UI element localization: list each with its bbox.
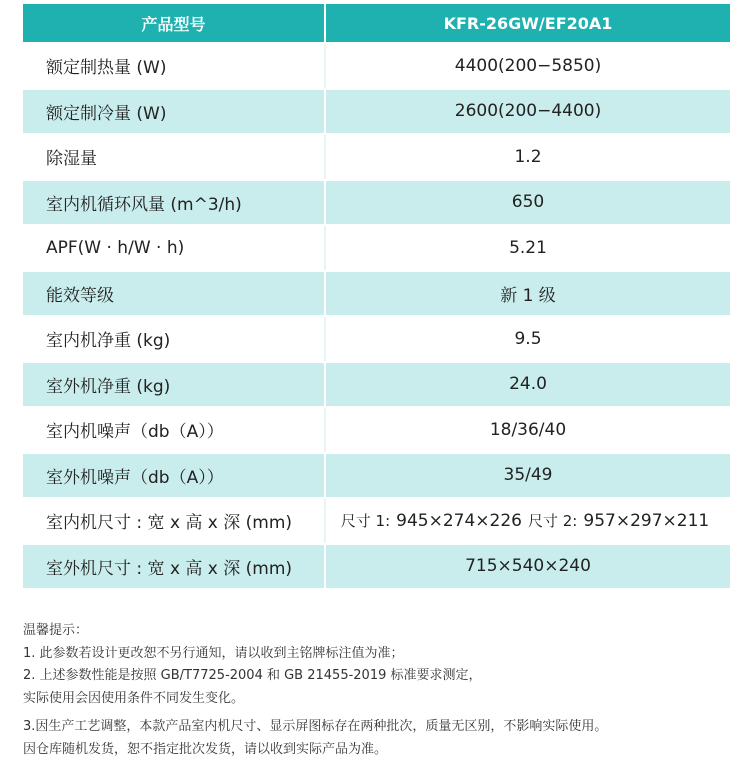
row-label: 室内机尺寸 : 宽 x 高 x 深 (mm) bbox=[23, 499, 326, 543]
table-row bbox=[23, 545, 730, 591]
size1-value: 945×274×226 bbox=[396, 510, 522, 531]
note-line: 1. 此参数若设计更改恕不另行通知，请以收到主铭牌标注值为准； bbox=[23, 645, 404, 661]
note-line: 实际使用会因使用条件不同发生变化。 bbox=[23, 690, 245, 706]
table-row bbox=[23, 135, 730, 181]
note-line: 2. 上述参数性能是按照 GB/T7725-2004 和 GB 21455-2019 标准要求测定， bbox=[23, 668, 482, 683]
row-value: 1.2 bbox=[514, 146, 542, 167]
row-value: 24.0 bbox=[509, 374, 547, 395]
row-label: 室外机尺寸 : 宽 x 高 x 深 (mm) bbox=[23, 545, 326, 589]
note-line: 因仓库随机发货，恕不指定批次发货，请以收到实际产品为准。 bbox=[23, 741, 388, 757]
table-row bbox=[23, 272, 730, 318]
indoor-size-value bbox=[326, 499, 730, 543]
table-row bbox=[23, 363, 730, 409]
size2-value: 957×297×211 bbox=[583, 510, 710, 531]
size2-prefix: 尺寸 2: bbox=[528, 512, 578, 531]
size1-prefix: 尺寸 1: bbox=[340, 512, 391, 531]
row-label: 能效等级 bbox=[23, 272, 326, 316]
table-row bbox=[23, 181, 730, 227]
row-value: 35/49 bbox=[503, 465, 553, 486]
row-label: 室外机噪声（db（A）） bbox=[23, 454, 326, 498]
notes bbox=[23, 620, 733, 761]
row-value: 715×540×240 bbox=[465, 556, 591, 577]
table-header bbox=[23, 4, 730, 44]
row-value: 4400(200−5850) bbox=[454, 55, 602, 76]
note-line: 3.因生产工艺调整，本款产品室内机尺寸、显示屏图标存在两种批次，质量无区别，不影响实际使用。 bbox=[23, 719, 608, 734]
table-row bbox=[23, 90, 730, 136]
row-value: 9.5 bbox=[514, 328, 542, 349]
row-label: 除湿量 bbox=[23, 135, 326, 179]
row-value: 5.21 bbox=[509, 237, 547, 258]
row-label: 室内机循环风量 (m^3/h) bbox=[23, 181, 326, 225]
row-label: 室内机噪声（db（A）） bbox=[23, 408, 326, 452]
notes-title: 温馨提示： bbox=[23, 623, 89, 638]
table-row bbox=[23, 454, 730, 500]
row-label: APF(W · h/W · h) bbox=[23, 226, 326, 270]
row-value: 650 bbox=[511, 192, 545, 213]
table-row bbox=[23, 44, 730, 90]
row-label: 室外机净重 (kg) bbox=[23, 363, 326, 407]
row-value: 2600(200−4400) bbox=[454, 101, 602, 122]
row-value: 18/36/40 bbox=[489, 419, 567, 440]
table-row bbox=[23, 226, 730, 272]
row-label: 室内机净重 (kg) bbox=[23, 317, 326, 361]
row-label: 额定制热量 (W) bbox=[23, 44, 326, 88]
table-row bbox=[23, 499, 730, 545]
table-row bbox=[23, 408, 730, 454]
spec-table bbox=[23, 4, 730, 590]
header-label: 产品型号 bbox=[23, 4, 326, 42]
table-row bbox=[23, 317, 730, 363]
row-label: 额定制冷量 (W) bbox=[23, 90, 326, 134]
header-model: KFR-26GW/EF20A1 bbox=[443, 13, 613, 33]
row-value: 新 1 级 bbox=[500, 285, 556, 306]
